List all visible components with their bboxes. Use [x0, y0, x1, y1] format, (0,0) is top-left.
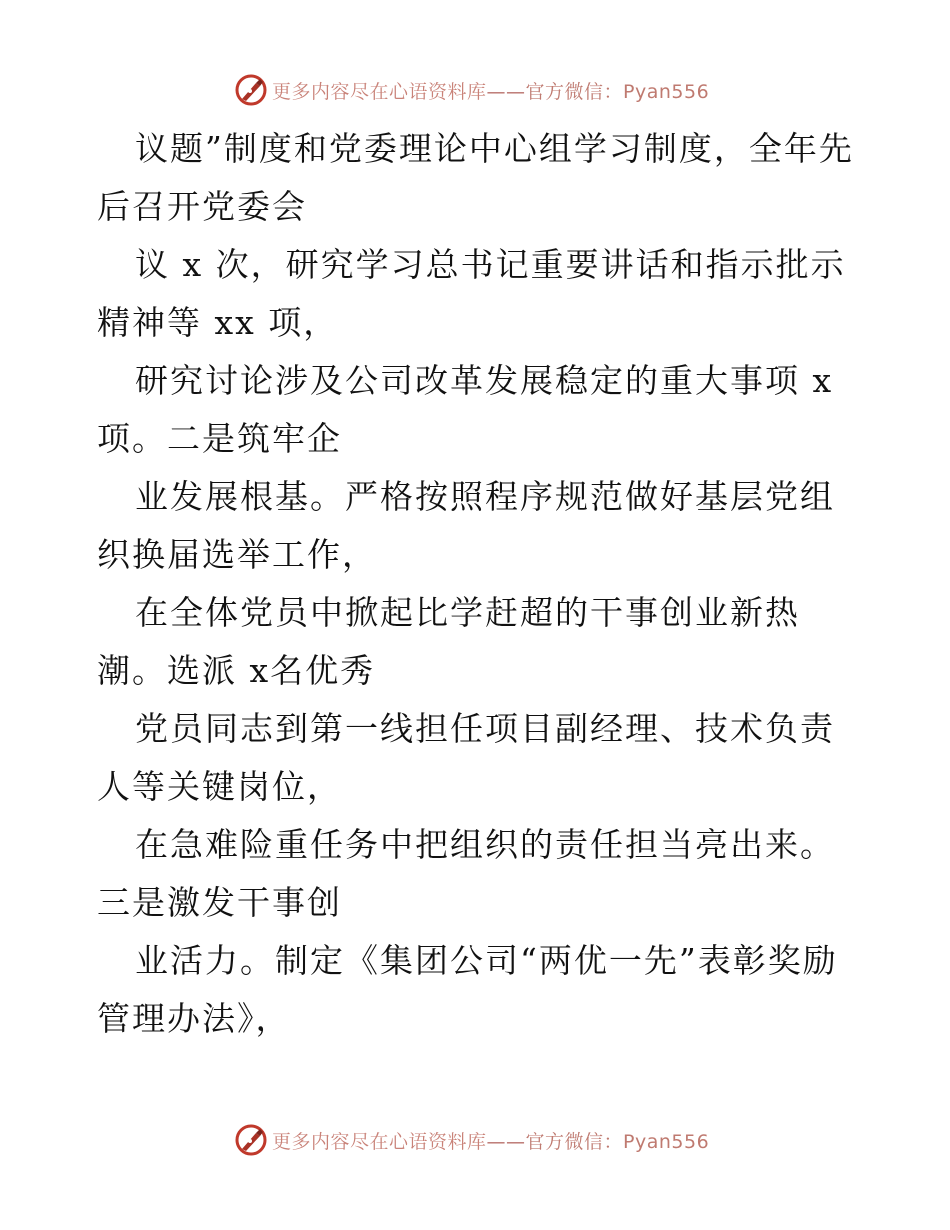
watermark-site: 更多内容尽在心语资料库	[272, 1130, 487, 1153]
paragraph: 业发展根基。严格按照程序规范做好基层党组织换届选举工作，	[97, 477, 835, 574]
header-watermark	[234, 70, 709, 110]
watermark-wechat: 官方微信：Pyan556	[525, 80, 710, 103]
paragraph: 议题”制度和党委理论中心组学习制度，全年先后召开党委会	[97, 129, 854, 226]
paragraph: 在全体党员中掀起比学赶超的干事创业新热潮。选派 x名优秀	[97, 593, 800, 690]
watermark-text	[272, 77, 709, 104]
watermark-text	[272, 1127, 709, 1154]
paragraph: 党员同志到第一线担任项目副经理、技术负责人等关键岗位，	[97, 709, 835, 806]
document-body	[97, 120, 857, 1048]
pen-logo-icon	[234, 73, 268, 107]
footer-watermark	[234, 1120, 709, 1160]
pen-logo-icon	[234, 1123, 268, 1157]
paragraph: 议 x 次，研究学习总书记重要讲话和指示批示精神等 xx 项，	[97, 245, 846, 342]
paragraph: 业活力。制定《集团公司“两优一先”表彰奖励管理办法》，	[97, 941, 838, 1038]
watermark-site: 更多内容尽在心语资料库	[272, 80, 487, 103]
paragraph: 研究讨论涉及公司改革发展稳定的重大事项 x 项。二是筑牢企	[97, 361, 834, 458]
paragraph: 在急难险重任务中把组织的责任担当亮出来。三是激发干事创	[97, 825, 835, 922]
watermark-wechat: 官方微信：Pyan556	[525, 1130, 710, 1153]
watermark-dash: ——	[486, 1130, 526, 1153]
watermark-dash: ——	[486, 80, 526, 103]
